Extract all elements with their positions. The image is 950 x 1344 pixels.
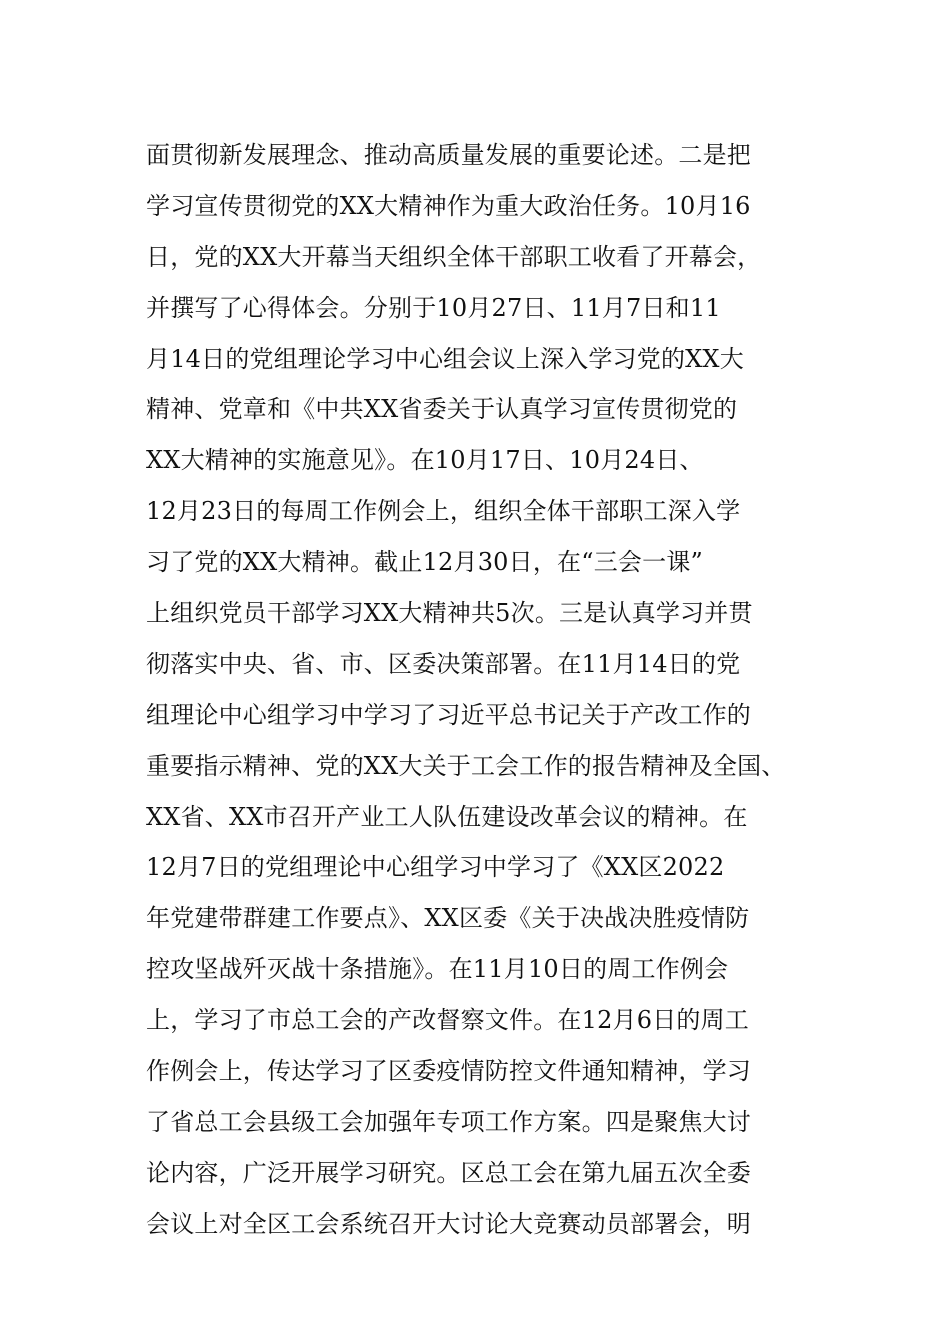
text-line: 月14日的党组理论学习中心组会议上深入学习党的XX大 xyxy=(146,344,744,373)
text-line: 学习宣传贯彻党的XX大精神作为重大政治任务。10月16 xyxy=(146,191,751,220)
text-line: 了省总工会县级工会加强年专项工作方案。四是聚焦大讨 xyxy=(146,1107,751,1136)
text-line: XX省、XX市召开产业工人队伍建设改革会议的精神。在 xyxy=(146,802,748,831)
text-line: 上，学习了市总工会的产改督察文件。在12月6日的周工 xyxy=(146,1006,750,1035)
text-line: XX大精神的实施意见》。在10月17日、10月24日、 xyxy=(146,446,704,475)
text-line: 并撰写了心得体会。分别于10月27日、11月7日和11 xyxy=(146,293,721,322)
text-line: 重要指示精神、党的XX大关于工会工作的报告精神及全国、 xyxy=(146,751,786,780)
text-line: 组理论中心组学习中学习了习近平总书记关于产改工作的 xyxy=(146,700,751,729)
text-line: 论内容，广泛开展学习研究。区总工会在第九届五次全委 xyxy=(146,1158,751,1187)
text-line: 面贯彻新发展理念、推动高质量发展的重要论述。二是把 xyxy=(146,141,751,169)
text-line: 12月7日的党组理论中心组学习中学习了《XX区2022 xyxy=(146,853,725,882)
text-line: 年党建带群建工作要点》、XX区委《关于决战决胜疫情防 xyxy=(146,904,750,933)
text-line: 彻落实中央、省、市、区委决策部署。在11月14日的党 xyxy=(146,649,741,678)
text-line: 作例会上，传达学习了区委疫情防控文件通知精神，学习 xyxy=(146,1057,751,1086)
text-line: 精神、党章和《中共XX省委关于认真学习宣传贯彻党的 xyxy=(146,395,738,424)
text-line: 会议上对全区工会系统召开大讨论大竞赛动员部署会，明 xyxy=(146,1209,751,1238)
body-text xyxy=(146,130,846,1250)
text-line: 日，党的XX大开幕当天组织全体干部职工收看了开幕会， xyxy=(146,242,762,271)
text-line: 上组织党员干部学习XX大精神共5次。三是认真学习并贯 xyxy=(146,599,753,628)
text-line: 控攻坚战歼灭战十条措施》。在11月10日的周工作例会 xyxy=(146,955,729,984)
text-line: 12月23日的每周工作例会上，组织全体干部职工深入学 xyxy=(146,497,741,526)
text-line: 习了党的XX大精神。截止12月30日，在“三会一课” xyxy=(146,548,703,577)
